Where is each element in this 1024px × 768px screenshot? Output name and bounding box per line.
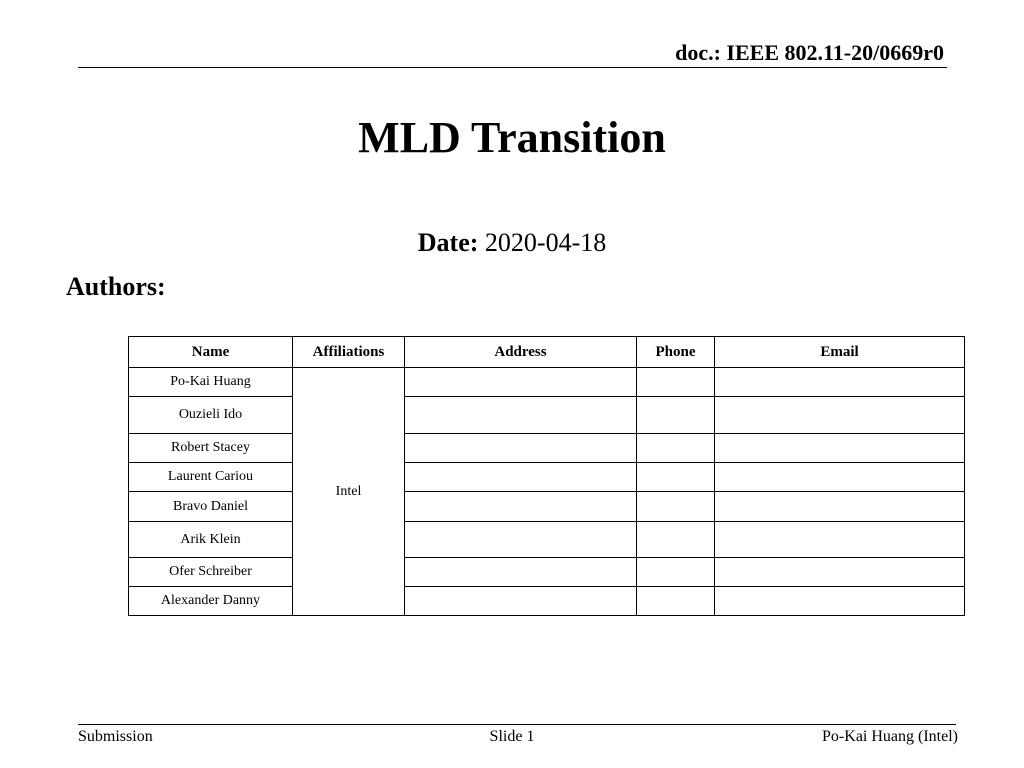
table-header-row <box>129 337 965 368</box>
author-affiliation: Intel <box>293 368 405 616</box>
author-name: Ofer Schreiber <box>129 558 293 587</box>
footer-submission: Submission <box>78 728 153 745</box>
authors-table <box>128 336 965 616</box>
header-affiliations: Affiliations <box>293 337 405 368</box>
header-divider <box>78 67 947 68</box>
header-address: Address <box>405 337 637 368</box>
author-email <box>715 463 965 492</box>
author-phone <box>637 397 715 434</box>
author-name: Laurent Cariou <box>129 463 293 492</box>
author-email <box>715 434 965 463</box>
author-name: Bravo Daniel <box>129 492 293 522</box>
document-id: doc.: IEEE 802.11-20/0669r0 <box>675 40 944 65</box>
footer-divider <box>78 724 956 725</box>
header-name: Name <box>129 337 293 368</box>
table-row <box>129 522 965 558</box>
author-email <box>715 397 965 434</box>
author-address <box>405 463 637 492</box>
table-row <box>129 492 965 522</box>
author-address <box>405 522 637 558</box>
header-email: Email <box>715 337 965 368</box>
author-email <box>715 587 965 616</box>
table-row <box>129 434 965 463</box>
author-address <box>405 434 637 463</box>
table-row <box>129 587 965 616</box>
author-email <box>715 558 965 587</box>
author-phone <box>637 463 715 492</box>
table-row <box>129 463 965 492</box>
author-phone <box>637 558 715 587</box>
author-phone <box>637 368 715 397</box>
table-row <box>129 368 965 397</box>
footer-author: Po-Kai Huang (Intel) <box>822 728 958 745</box>
authors-heading: Authors: <box>66 272 166 301</box>
date-value: 2020-04-18 <box>484 228 607 257</box>
author-phone <box>637 434 715 463</box>
author-address <box>405 368 637 397</box>
date-label: Date: <box>417 228 479 257</box>
author-name: Ouzieli Ido <box>129 397 293 434</box>
author-phone <box>637 522 715 558</box>
author-email <box>715 368 965 397</box>
date-line <box>0 228 1024 258</box>
author-email <box>715 492 965 522</box>
author-address <box>405 492 637 522</box>
author-address <box>405 397 637 434</box>
header-phone: Phone <box>637 337 715 368</box>
table-row <box>129 397 965 434</box>
author-name: Robert Stacey <box>129 434 293 463</box>
author-name: Arik Klein <box>129 522 293 558</box>
footer-slide-number: Slide 1 <box>489 728 535 745</box>
slide-title: MLD Transition <box>358 113 666 162</box>
author-name: Po-Kai Huang <box>129 368 293 397</box>
author-email <box>715 522 965 558</box>
author-phone <box>637 492 715 522</box>
author-phone <box>637 587 715 616</box>
table-row <box>129 558 965 587</box>
author-address <box>405 587 637 616</box>
author-address <box>405 558 637 587</box>
author-name: Alexander Danny <box>129 587 293 616</box>
